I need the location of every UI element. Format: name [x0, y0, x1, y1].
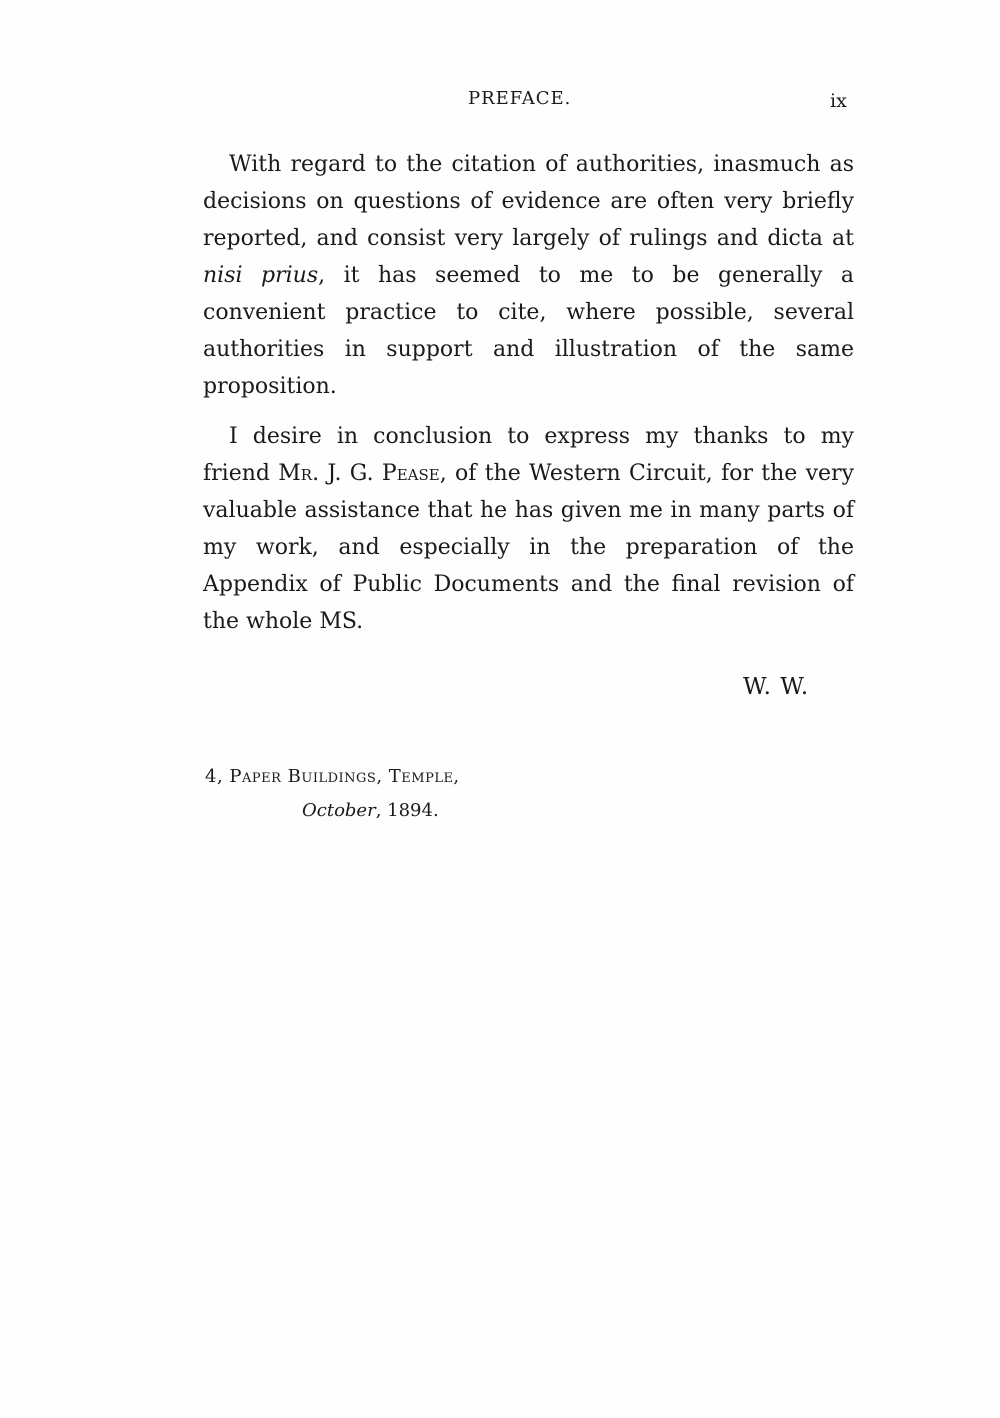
- paragraph-text: [203, 146, 854, 405]
- paragraph-acknowledgements: [203, 418, 854, 640]
- paragraph-citation-of-authorities: [203, 146, 854, 405]
- date-month: October: [302, 800, 376, 821]
- paragraph-text-start: I desire in conclusion to express my thanks to my friend: [203, 424, 854, 486]
- paragraph-text: [203, 418, 854, 640]
- latin-phrase: nisi prius: [203, 263, 319, 288]
- paragraph-text-end: , it has seemed to me to be generally a convenient practice to cite, where possible, several authorities in support and illustration of the same proposition.: [203, 263, 854, 399]
- running-title: PREFACE.: [468, 88, 572, 109]
- running-head: [0, 88, 1000, 118]
- author-signature: W. W.: [743, 674, 810, 700]
- paragraph-text-end: , of the Western Circuit, for the very valuable assistance that he has given me in many parts of my work, and especially in the preparation of the Appendix of Public Documents and the final revision of the whole MS.: [203, 461, 855, 634]
- page-number: ix: [830, 90, 847, 112]
- acknowledged-person: Mr. J. G. Pease: [278, 461, 440, 486]
- preface-date: [302, 800, 439, 821]
- paragraph-text-start: With regard to the citation of authorities, inasmuch as decisions on questions of evidence are often very briefly reported, and consist very largely of rulings and dicta at: [203, 152, 854, 251]
- date-year: , 1894.: [375, 800, 439, 821]
- author-address: 4, Paper Buildings, Temple,: [205, 766, 460, 787]
